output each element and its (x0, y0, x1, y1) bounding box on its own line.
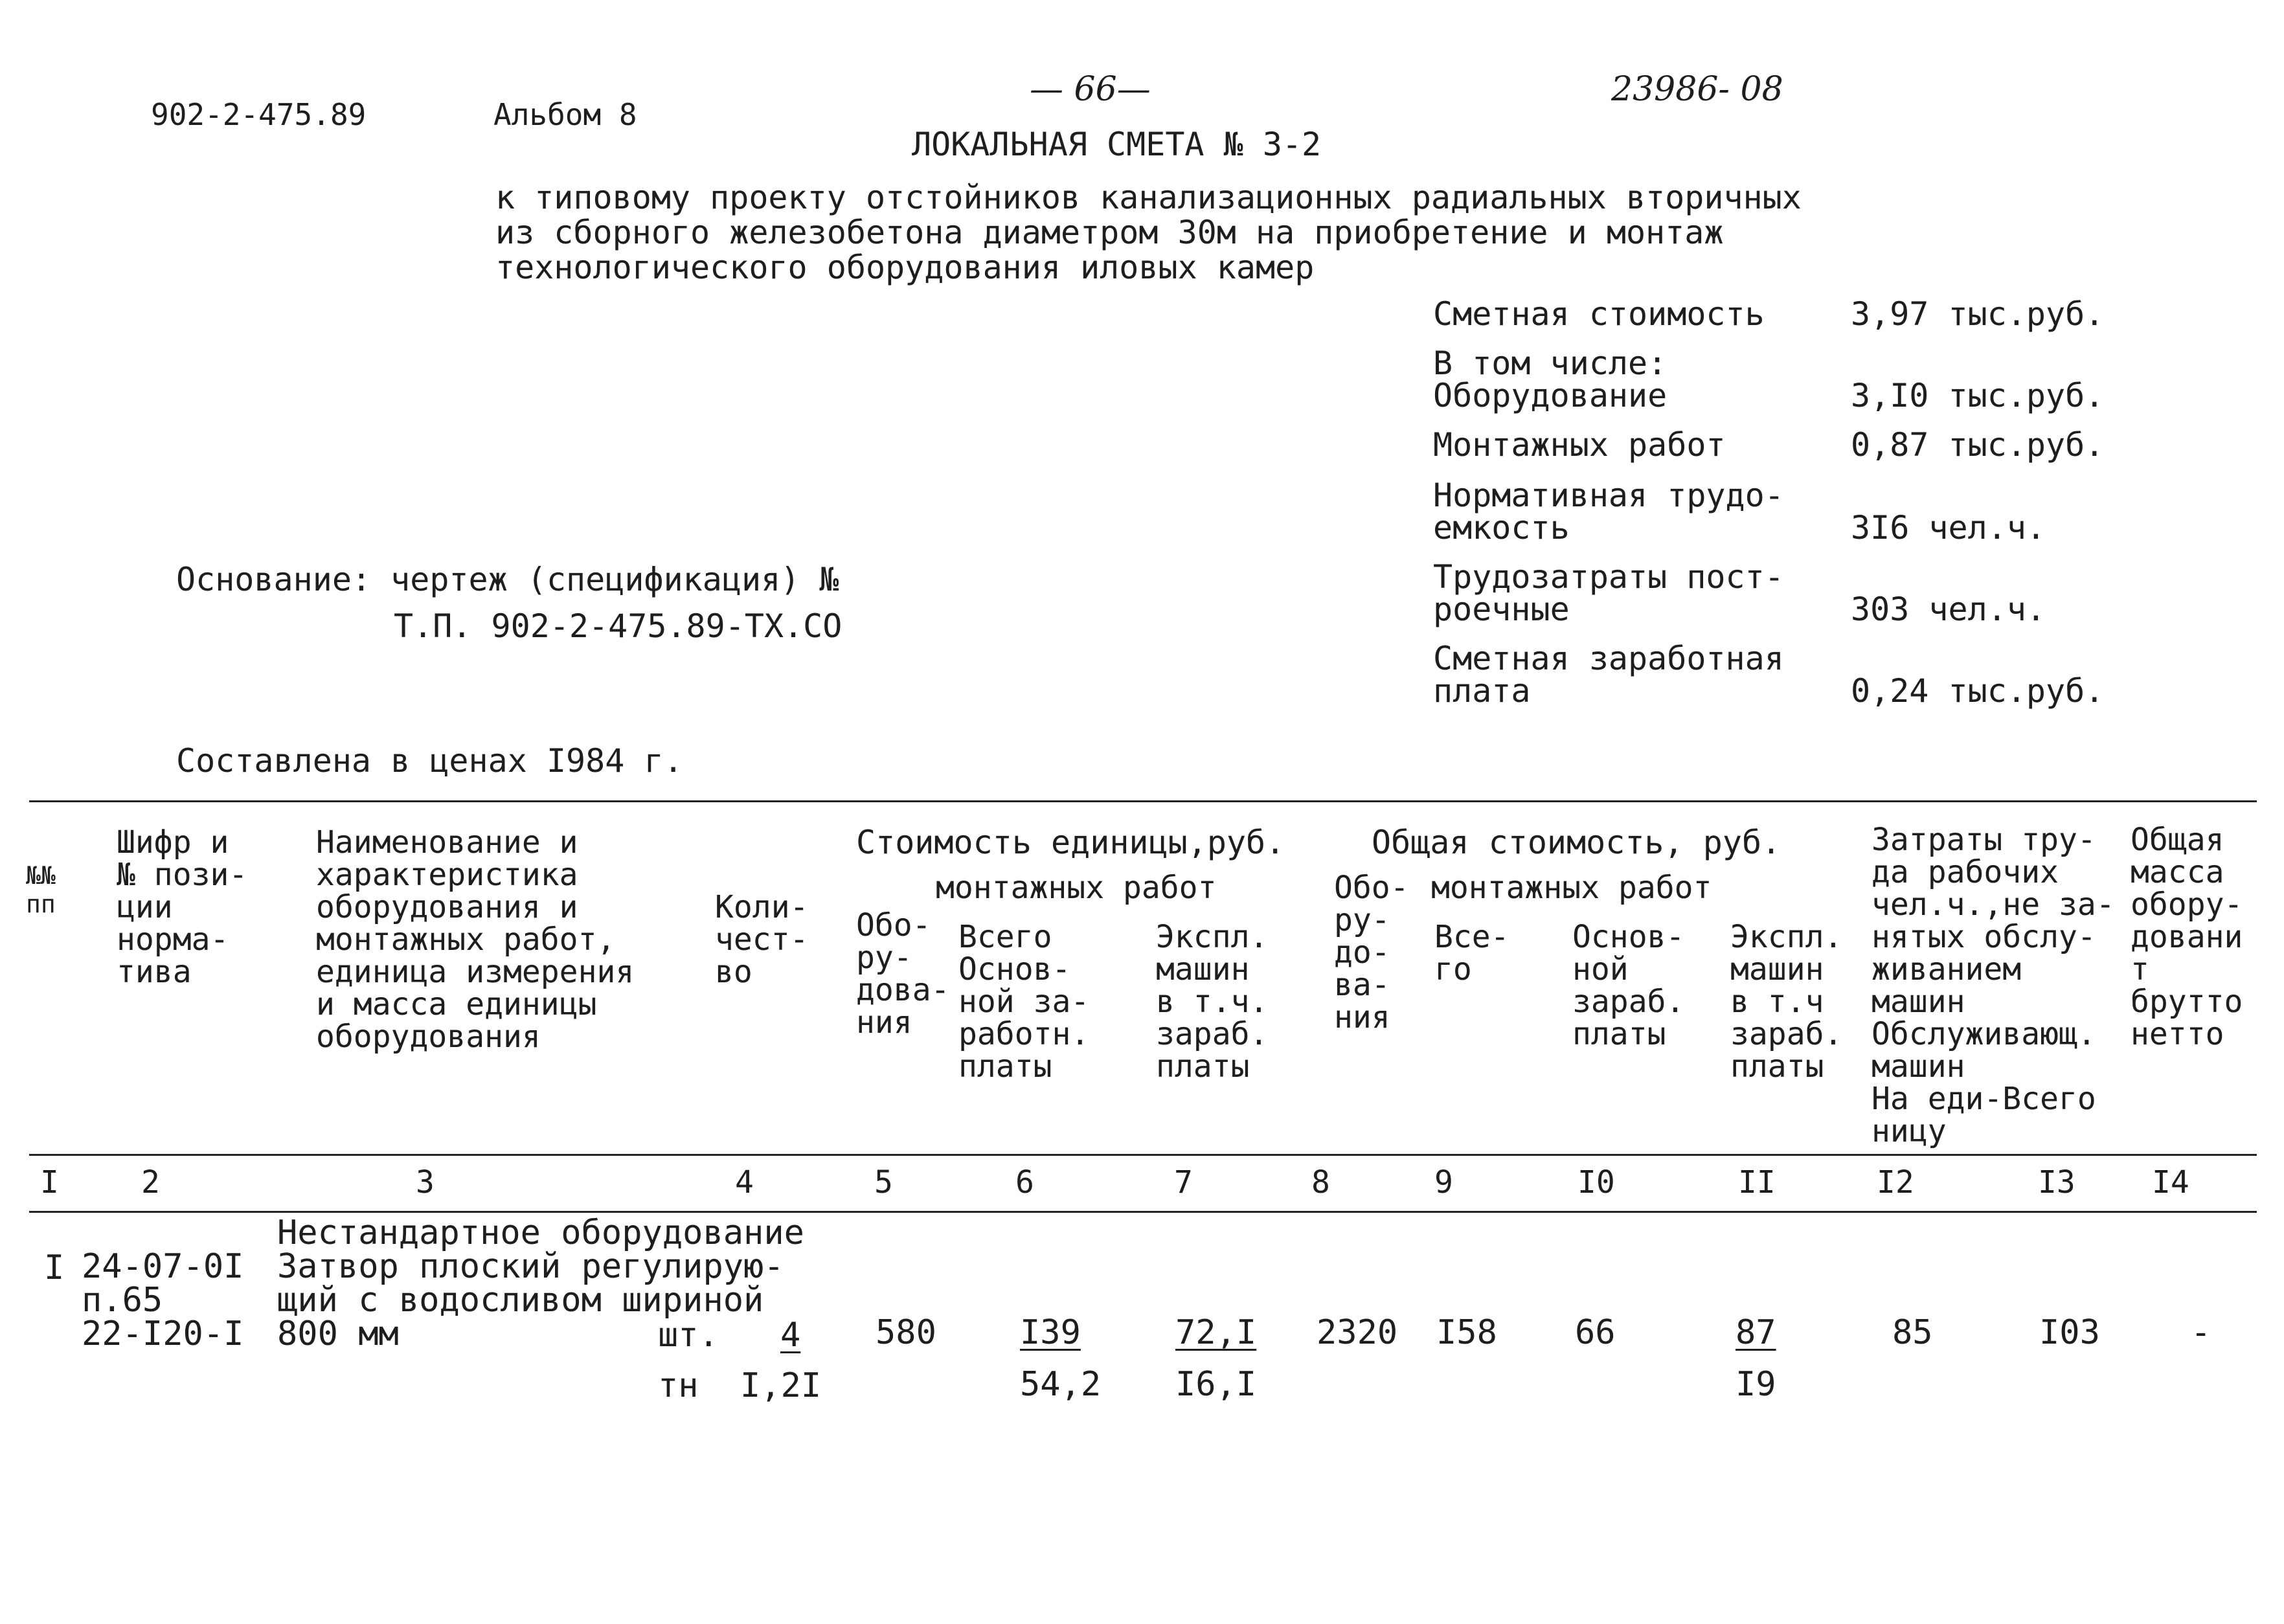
colnum-6: 6 (1015, 1164, 1034, 1201)
th-unit-mount-total: Всего Основ- ной за- работн. платы (958, 919, 1090, 1085)
colnum-8: 8 (1311, 1164, 1330, 1201)
summary-label-wages: Сметная заработная плата (1433, 640, 1784, 710)
summary-value-wages: 0,24 тыс.руб. (1851, 672, 2105, 710)
prices-note: Составлена в ценах I984 г. (176, 742, 683, 780)
row-machine-all-wages: I9 (1736, 1365, 1776, 1404)
summary-value-estimated-cost: 3,97 тыс.руб. (1851, 295, 2105, 333)
row-equip-total: 2320 (1317, 1313, 1398, 1352)
colnum-14: I4 (2152, 1164, 2189, 1201)
colnum-2: 2 (141, 1164, 160, 1201)
summary-label-estimated-cost: Сметная стоимость (1433, 295, 1765, 333)
colnum-10: I0 (1577, 1164, 1615, 1201)
summary-value-installation: 0,87 тыс.руб. (1851, 426, 2105, 464)
th-code: Шифр и № пози- ции норма- тива (117, 824, 248, 990)
description-line-3: технологического оборудования иловых камер (495, 249, 1315, 286)
colnum-3: 3 (416, 1164, 435, 1201)
page-title: ЛОКАЛЬНАЯ СМЕТА № 3-2 (912, 126, 1322, 163)
th-unit-machines: Экспл. машин в т.ч. зараб. платы (1156, 919, 1269, 1085)
th-mass: Общая масса обору- довани т брутто нетто (2131, 822, 2243, 1052)
document-number: 23986- 08 (1611, 70, 1783, 109)
row-machine-total: 72,I (1175, 1313, 1257, 1352)
description-line-1: к типовому проекту отстойников канализационных радиальных вторичных (495, 179, 1802, 216)
summary-label-equipment: В том числе: Оборудование (1433, 344, 1668, 414)
basis-line-1: Основание: чертеж (спецификация) № (176, 561, 839, 598)
row-unit: шт. (658, 1316, 719, 1355)
row-mass-unit: тн (658, 1366, 699, 1405)
th-name: Наименование и характеристика оборудования и монтажных работ, единица измерения и масса единицы оборудования (316, 824, 635, 1055)
th-total-equipment: Обо- ру- до- ва- ния (1334, 870, 1409, 1035)
description-line-2: из сборного железобетона диаметром 30м на приобретение и монтаж (495, 214, 1724, 251)
project-code: 902-2-475.89 (151, 97, 367, 132)
th-total-machines: Экспл. машин в т.ч зараб. платы (1730, 919, 1843, 1085)
summary-label-labor-intensity: Нормативная трудо- емкость (1433, 477, 1784, 547)
row-name: Нестандартное оборудование Затвор плоский регулирую- щий с водосливом шириной 800 мм (277, 1213, 804, 1353)
colnum-11: II (1738, 1164, 1776, 1201)
row-mount-wages: 54,2 (1020, 1365, 1102, 1404)
page-number: — 66— (1030, 70, 1151, 109)
th-unit-cost-group: Стоимость единицы,руб. (856, 824, 1285, 861)
summary-value-equipment: 3,I0 тыс.руб. (1851, 377, 2105, 414)
row-number: I (44, 1248, 65, 1287)
th-unit-mount-group: монтажных работ (936, 870, 1217, 906)
album-label: Альбом 8 (493, 97, 637, 132)
th-total-mount-all: Все- го (1434, 919, 1509, 987)
row-mount-all: I58 (1436, 1313, 1497, 1352)
colnum-5: 5 (874, 1164, 893, 1201)
summary-value-site-labor: 303 чел.ч. (1851, 591, 2046, 628)
th-total-mount-group: монтажных работ (1431, 870, 1712, 906)
th-total-wages: Основ- ной зараб. платы (1572, 919, 1685, 1052)
th-quantity: Коли- чест- во (715, 889, 809, 990)
summary-label-installation: Монтажных работ (1433, 426, 1726, 464)
row-labor-total: I03 (2039, 1313, 2100, 1352)
row-mount-total: I39 (1020, 1313, 1081, 1352)
table-header-rule (29, 1154, 2257, 1156)
row-quantity: 4 (780, 1316, 801, 1355)
colnum-1: I (40, 1164, 59, 1201)
th-labor: Затраты тру- да рабочих чел.ч.,не за- нятых обслу- живанием машин Обслуживающ. машин На еди-Всего ницу (1871, 822, 2115, 1149)
table-column-number-rule (29, 1211, 2257, 1213)
th-total-cost-group: Общая стоимость, руб. (1372, 824, 1781, 861)
row-machine-all: 87 (1736, 1313, 1776, 1352)
row-mass-total: - (2191, 1313, 2211, 1352)
colnum-13: I3 (2038, 1164, 2075, 1201)
summary-label-site-labor: Трудозатраты пост- роечные (1433, 558, 1784, 628)
row-wages-total: 66 (1575, 1313, 1616, 1352)
colnum-12: I2 (1877, 1164, 1914, 1201)
colnum-9: 9 (1434, 1164, 1453, 1201)
row-mass: I,2I (740, 1366, 822, 1405)
summary-value-labor-intensity: 3I6 чел.ч. (1851, 509, 2046, 547)
colnum-4: 4 (735, 1164, 754, 1201)
row-equip-unit-cost: 580 (876, 1313, 936, 1352)
row-code: 24-07-0I п.65 22-I20-I (82, 1247, 244, 1353)
th-unit-equipment: Обо- ру- дова- ния (856, 907, 950, 1041)
table-top-rule (29, 800, 2257, 802)
basis-line-2: Т.П. 902-2-475.89-ТХ.СО (394, 607, 842, 645)
colnum-7: 7 (1174, 1164, 1193, 1201)
th-row-number: №№ пп (26, 861, 56, 918)
row-labor-unit: 85 (1892, 1313, 1933, 1352)
row-machine-wages: I6,I (1175, 1365, 1257, 1404)
